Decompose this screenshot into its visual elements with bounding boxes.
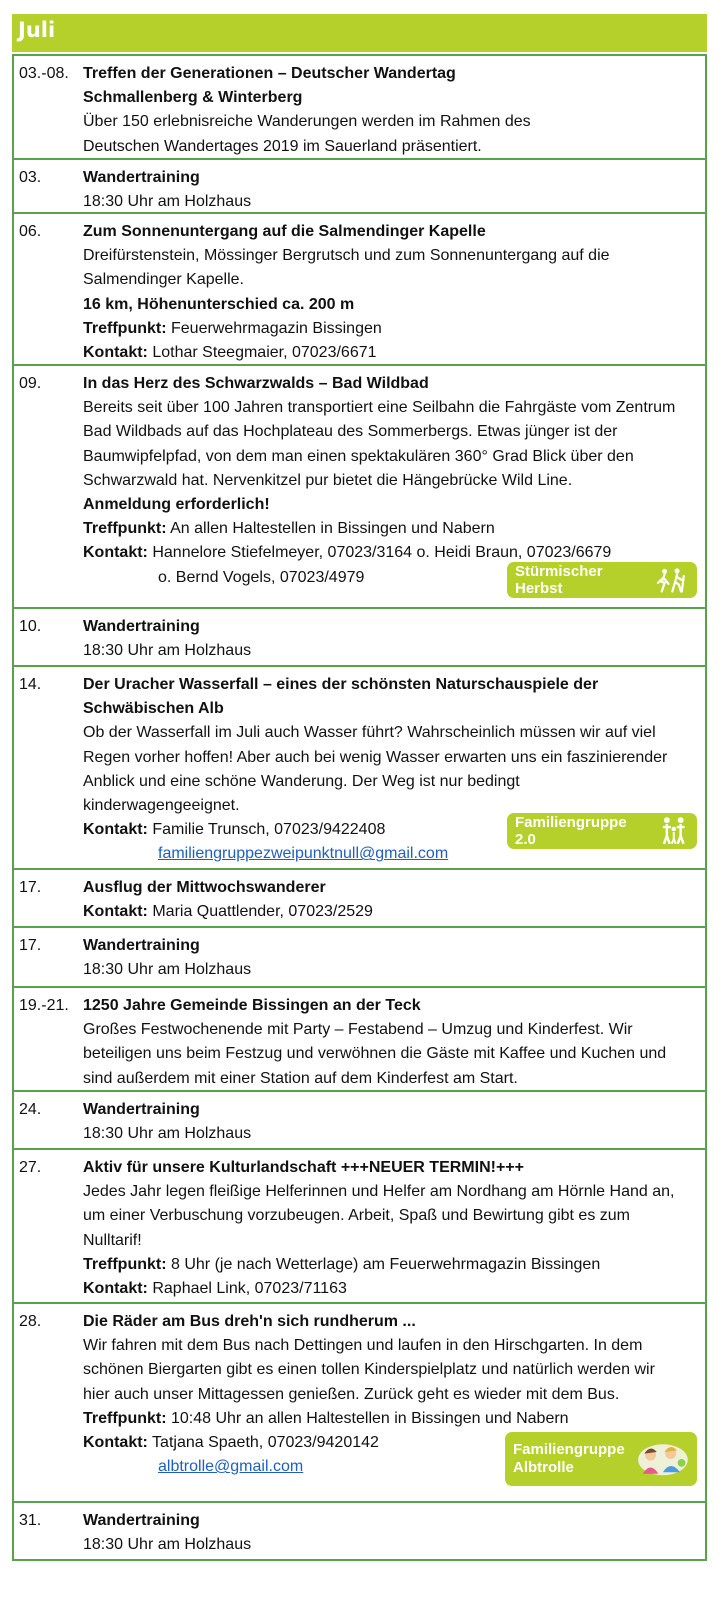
event-description: schönen Biergarten gibt es einen tollen Kinderspielplatz und natürlich werden wir — [83, 1361, 655, 1379]
event-row — [14, 1148, 705, 1302]
event-description: Großes Festwochenende mit Party – Festabend – Umzug und Kinderfest. Wir — [83, 1021, 633, 1039]
event-time: 18:30 Uhr am Holzhaus — [83, 961, 252, 979]
event-description: beteiligen uns beim Festzug und verwöhnen die Gäste mit Kaffee und Kuchen und — [83, 1045, 667, 1063]
event-date: 19.-21. — [19, 997, 69, 1014]
event-row — [14, 1501, 705, 1561]
event-content — [83, 994, 699, 1091]
contact-value: Raphael Link, 07023/71163 — [147, 1280, 347, 1298]
event-description: Bad Wildbads auf das Hochplateau des Sommerbergs. Etwas jünger ist der — [83, 423, 618, 441]
contact-label: Kontakt: — [83, 1280, 148, 1298]
children-icon — [635, 1436, 689, 1482]
event-content — [83, 1098, 699, 1146]
event-title: Die Räder am Bus dreh'n sich rundherum ... — [83, 1313, 416, 1330]
meeting-value: 10:48 Uhr an allen Haltestellen in Bissingen und Nabern — [166, 1409, 569, 1427]
contact-value: Lothar Steegmaier, 07023/6671 — [147, 344, 377, 362]
event-time: 18:30 Uhr am Holzhaus — [83, 193, 252, 211]
event-date: 10. — [19, 618, 42, 635]
event-title: Wandertraining — [83, 618, 200, 635]
event-date: 03. — [19, 169, 42, 186]
meeting-label: Treffpunkt: — [83, 520, 167, 538]
event-date: 06. — [19, 223, 42, 240]
event-title: Schwäbischen Alb — [83, 700, 224, 718]
event-row — [14, 1090, 705, 1148]
event-title: Ausflug der Mittwochswanderer — [83, 879, 326, 896]
contact-value: Tatjana Spaeth, 07023/9420142 — [147, 1434, 379, 1452]
event-description: Regen vorher hoffen! Aber auch bei wenig Wasser erwarten uns ein faszinierender — [83, 748, 668, 766]
event-title: Wandertraining — [83, 1101, 200, 1118]
month-header — [12, 14, 707, 52]
event-date: 28. — [19, 1313, 42, 1330]
contact-value-extra: o. Bernd Vogels, 07023/4979 — [158, 568, 365, 586]
event-meeting-point — [83, 1407, 699, 1431]
event-time: 18:30 Uhr am Holzhaus — [83, 1536, 252, 1554]
meeting-label: Treffpunkt: — [83, 1255, 167, 1273]
event-date: 09. — [19, 375, 42, 392]
event-title: Aktiv für unsere Kulturlandschaft +++NEUER TERMIN!+++ — [83, 1159, 524, 1176]
hiker-icon — [656, 567, 689, 593]
event-content — [83, 62, 699, 159]
contact-label: Kontakt: — [83, 821, 148, 839]
contact-value: Hannelore Stiefelmeyer, 07023/3164 o. Heidi Braun, 07023/6679 — [147, 544, 612, 562]
month-title: Juli — [18, 18, 56, 42]
group-badge-stuermischer-herbst — [507, 562, 697, 598]
contact-value: Maria Quattlender, 07023/2529 — [147, 903, 373, 921]
event-date: 14. — [19, 676, 42, 693]
event-description: Ob der Wasserfall im Juli auch Wasser führt? Wahrscheinlich müssen wir auf viel — [83, 724, 656, 742]
event-title: In das Herz des Schwarzwalds – Bad Wildbad — [83, 375, 429, 392]
event-date: 31. — [19, 1512, 42, 1529]
event-contact — [83, 341, 699, 365]
meeting-value: Feuerwehrmagazin Bissingen — [166, 319, 382, 337]
group-badge-albtrolle — [505, 1432, 697, 1486]
event-title: Der Uracher Wasserfall – eines der schönsten Naturschauspiele der — [83, 676, 599, 693]
event-time: 18:30 Uhr am Holzhaus — [83, 1125, 252, 1143]
meeting-label: Treffpunkt: — [83, 1409, 167, 1427]
event-meeting-point — [83, 317, 699, 341]
event-description: Deutschen Wandertages 2019 im Sauerland präsentiert. — [83, 137, 482, 155]
event-date: 17. — [19, 879, 42, 896]
event-row — [14, 1302, 705, 1501]
event-subtitle: Schmallenberg & Winterberg — [83, 89, 303, 107]
event-meeting-point — [83, 517, 699, 541]
event-content — [83, 876, 699, 924]
meeting-value: 8 Uhr (je nach Wetterlage) am Feuerwehrmagazin Bissingen — [166, 1255, 601, 1273]
contact-label: Kontakt: — [83, 544, 148, 562]
event-content — [83, 166, 699, 214]
event-contact — [83, 1277, 699, 1301]
event-description: Baumwipfelpfad, von dem man einen spektakulären 360° Grad Blick über den — [83, 447, 634, 465]
event-description: Wir fahren mit dem Bus nach Dettingen und laufen in den Hirschgarten. In dem — [83, 1337, 643, 1355]
event-row — [14, 212, 705, 364]
event-table — [12, 54, 707, 1561]
event-contact — [83, 900, 699, 924]
group-badge-familiengruppe — [507, 813, 697, 849]
event-title: Wandertraining — [83, 1512, 200, 1529]
email-link[interactable]: familiengruppezweipunktnull@gmail.com — [158, 845, 449, 863]
event-description: Nulltarif! — [83, 1231, 142, 1249]
event-content — [83, 1156, 699, 1301]
event-registration-note: Anmeldung erforderlich! — [83, 496, 270, 514]
contact-value: Familie Trunsch, 07023/9422408 — [147, 821, 386, 839]
event-title: Zum Sonnenuntergang auf die Salmendinger Kapelle — [83, 223, 486, 240]
event-description: um einer Verbuschung vorzubeugen. Arbeit, Spaß und Bewirtung gibt es zum — [83, 1207, 630, 1225]
meeting-value: An allen Haltestellen in Bissingen und Nabern — [166, 520, 495, 538]
event-row — [14, 54, 705, 158]
contact-label: Kontakt: — [83, 903, 148, 921]
badge-label: Stürmischer Herbst — [515, 563, 603, 597]
email-link[interactable]: albtrolle@gmail.com — [158, 1458, 304, 1476]
event-title: Wandertraining — [83, 937, 200, 954]
event-content — [83, 1509, 699, 1557]
event-description: Jedes Jahr legen fleißige Helferinnen und Helfer am Nordhang am Hörnle Hand an, — [83, 1183, 675, 1201]
badge-label-line2: Albtrolle — [513, 1459, 574, 1476]
event-description: Dreifürstenstein, Mössinger Bergrutsch und zum Sonnenuntergang auf die — [83, 247, 610, 265]
event-content — [83, 220, 699, 365]
event-description: Über 150 erlebnisreiche Wanderungen werden im Rahmen des — [83, 113, 531, 131]
event-distance: 16 km, Höhenunterschied ca. 200 m — [83, 295, 355, 313]
event-description: Salmendinger Kapelle. — [83, 271, 244, 289]
event-content — [83, 934, 699, 982]
event-date: 24. — [19, 1101, 42, 1118]
event-date: 27. — [19, 1159, 42, 1176]
event-title: Wandertraining — [83, 169, 200, 186]
event-description: Bereits seit über 100 Jahren transportiert eine Seilbahn die Fahrgäste vom Zentrum — [83, 399, 676, 417]
event-content — [83, 372, 699, 590]
badge-label: Familiengruppe 2.0 — [515, 814, 627, 848]
event-row — [14, 607, 705, 665]
event-meeting-point — [83, 1253, 699, 1277]
event-row — [14, 868, 705, 926]
event-row — [14, 665, 705, 868]
event-description: Schwarzwald hat. Nervenkitzel pur bietet die Hängebrücke Wild Line. — [83, 471, 573, 489]
event-date: 17. — [19, 937, 42, 954]
event-description: sind außerdem mit einer Station auf dem Kinderfest am Start. — [83, 1069, 518, 1087]
event-title: Treffen der Generationen – Deutscher Wandertag — [83, 65, 456, 82]
event-time: 18:30 Uhr am Holzhaus — [83, 642, 252, 660]
event-row — [14, 986, 705, 1090]
contact-label: Kontakt: — [83, 1434, 148, 1452]
event-date: 03.-08. — [19, 65, 69, 82]
event-content — [83, 615, 699, 663]
family-icon — [658, 816, 689, 846]
event-description: Anblick und eine schöne Wanderung. Der Weg ist nur bedingt — [83, 772, 520, 790]
event-row — [14, 364, 705, 607]
event-row — [14, 158, 705, 212]
event-title: 1250 Jahre Gemeinde Bissingen an der Teck — [83, 997, 421, 1014]
event-row — [14, 926, 705, 986]
contact-label: Kontakt: — [83, 344, 148, 362]
meeting-label: Treffpunkt: — [83, 319, 167, 337]
badge-label-line1: Familiengruppe — [513, 1441, 625, 1458]
event-description: kinderwagengeeignet. — [83, 797, 240, 815]
event-description: hier auch unser Mittagessen genießen. Zurück geht es wieder mit dem Bus. — [83, 1385, 620, 1403]
